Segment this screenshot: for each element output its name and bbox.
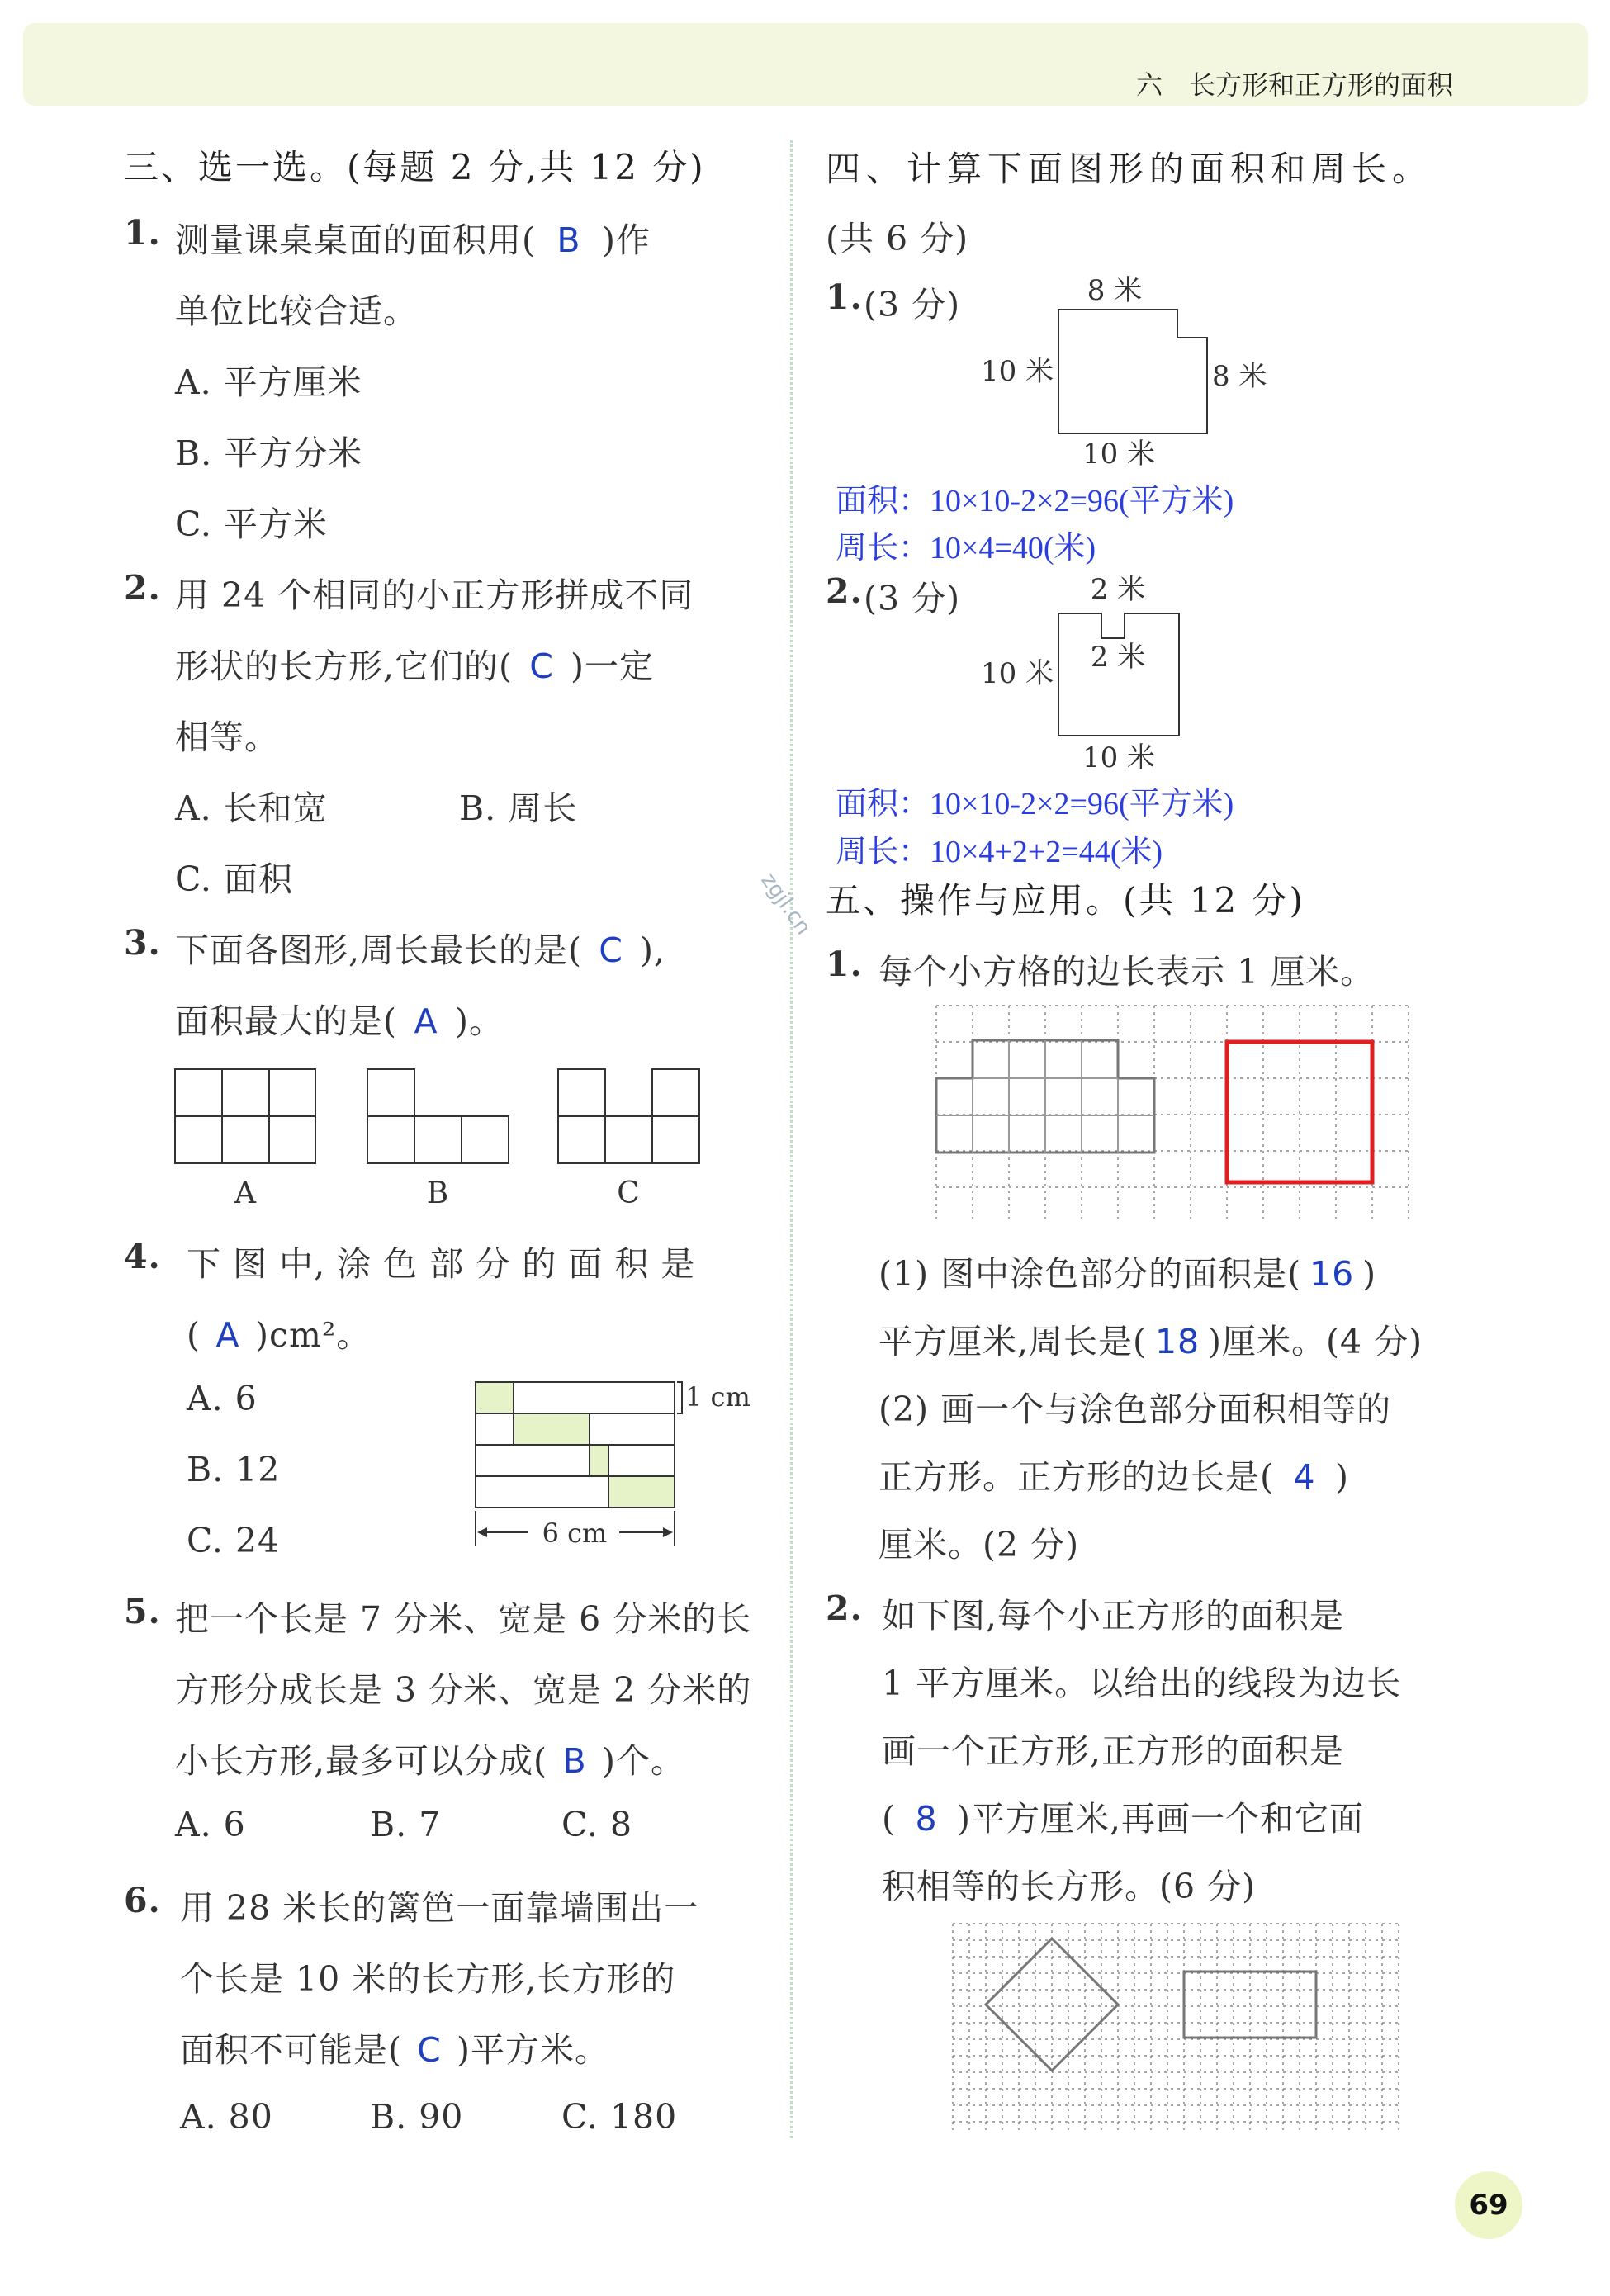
q5-option-b: B. 7 (370, 1805, 442, 1844)
q6-text-1: 用 28 米长的篱笆一面靠墙围出一 (180, 1888, 699, 1928)
s1-text: 每个小方格的边长表示 1 厘米。 (878, 952, 1376, 992)
p2-shape (1058, 613, 1179, 736)
q3-answer-2: A (414, 1001, 438, 1041)
q6-answer: C (417, 2030, 442, 2070)
s2-text-5: 积相等的长方形。(6 分) (882, 1867, 1257, 1906)
p1-bottom-label: 10 米 (1082, 438, 1156, 471)
shape-c-label: C (617, 1176, 640, 1210)
s2-number: 2. (826, 1588, 863, 1628)
q4-height-label: 1 cm (685, 1381, 751, 1413)
p2-perimeter-answer: 周长：10×4+2+2=44(米) (836, 835, 1163, 869)
q5-text-1: 把一个长是 7 分米、宽是 6 分米的长 (175, 1599, 752, 1639)
s1-sub2-line1: (2) 画一个与涂色部分面积相等的 (878, 1389, 1392, 1429)
s1-sub1-line2: 平方厘米,周长是( 18 )厘米。(4 分) (878, 1322, 1423, 1361)
p1-top-label: 8 米 (1087, 274, 1143, 307)
shape-a-label: A (234, 1176, 256, 1210)
q4-option-a: A. 6 (187, 1379, 258, 1418)
q3-text-1: 下面各图形,周长最长的是( C ), (175, 930, 666, 970)
q5-text-3: 小长方形,最多可以分成( B )个。 (175, 1741, 686, 1781)
q2-option-c: C. 面积 (175, 859, 293, 899)
q4-width-label: 6 cm (542, 1517, 608, 1549)
page-number: 69 (1455, 2171, 1522, 2239)
q6-option-b: B. 90 (370, 2097, 464, 2137)
watermark: zgjl.cn (755, 869, 817, 940)
p2-figure (966, 566, 1280, 776)
q4-option-b: B. 12 (187, 1450, 281, 1489)
q3-shapes-figure (165, 1061, 710, 1218)
q2-option-b: B. 周长 (459, 788, 578, 828)
q1-option-b: B. 平方分米 (175, 433, 363, 473)
section-4-title: 四、计算下面图形的面积和周长。 (826, 149, 1433, 189)
s1-sub2-line2: 正方形。正方形的边长是( 4 ) (878, 1457, 1349, 1497)
q4-number: 4. (124, 1237, 161, 1276)
s2-text-1: 如下图,每个小正方形的面积是 (882, 1596, 1345, 1636)
s1-side-answer: 4 (1293, 1457, 1316, 1497)
p2-points: (3 分) (864, 579, 961, 618)
q2-text-3: 相等。 (175, 717, 279, 757)
p1-left-label: 10 米 (981, 355, 1054, 388)
s1-sub1-line1: (1) 图中涂色部分的面积是( 16 ) (878, 1254, 1377, 1294)
s2-text-2: 1 平方厘米。以给出的线段为边长 (882, 1664, 1402, 1703)
q3-number: 3. (124, 923, 161, 963)
q5-text-2: 方形分成长是 3 分米、宽是 2 分米的 (175, 1670, 752, 1710)
p1-figure (966, 268, 1280, 471)
q1-option-a: A. 平方厘米 (175, 362, 362, 402)
q6-number: 6. (124, 1881, 161, 1920)
q1-text-2: 单位比较合适。 (175, 291, 418, 331)
q4-text-2: ( A )cm²。 (187, 1315, 372, 1355)
q1-option-c: C. 平方米 (175, 504, 328, 544)
section-4-points: (共 6 分) (826, 219, 969, 258)
q2-answer: C (529, 646, 554, 686)
s1-number: 1. (826, 944, 863, 984)
s2-answer: 8 (915, 1799, 938, 1839)
p2-inner-label: 2 米 (1090, 641, 1146, 674)
p1-area-answer: 面积：10×10-2×2=96(平方米) (836, 484, 1234, 518)
q1-text: 测量课桌桌面的面积用( B )作 (175, 220, 651, 260)
s1-sub2-line3: 厘米。(2 分) (878, 1525, 1080, 1565)
q6-option-a: A. 80 (180, 2097, 273, 2137)
q1-answer: B (556, 220, 581, 260)
q2-option-a: A. 长和宽 (175, 788, 328, 828)
q5-answer: B (562, 1741, 587, 1781)
shape-b-label: B (426, 1176, 449, 1210)
p2-top-label: 2 米 (1090, 573, 1146, 606)
p2-number: 2. (826, 571, 863, 611)
section-3-title: 三、选一选。(每题 2 分,共 12 分) (124, 147, 706, 187)
q6-text-2: 个长是 10 米的长方形,长方形的 (180, 1959, 676, 1999)
s2-text-4: ( 8 )平方厘米,再画一个和它面 (882, 1799, 1365, 1839)
q3-text-2: 面积最大的是( A )。 (175, 1001, 504, 1041)
q5-option-c: C. 8 (561, 1805, 633, 1844)
q1-number: 1. (124, 213, 161, 253)
q2-text-2: 形状的长方形,它们的( C )一定 (175, 646, 655, 686)
q6-option-c: C. 180 (561, 2097, 678, 2137)
q2-text-1: 用 24 个相同的小正方形拼成不同 (175, 575, 694, 615)
s2-text-3: 画一个正方形,正方形的面积是 (882, 1731, 1345, 1771)
s1-area-answer: 16 (1309, 1254, 1355, 1294)
q6-text-3: 面积不可能是( C )平方米。 (180, 2030, 609, 2070)
p1-shape (1058, 310, 1207, 433)
q4-option-c: C. 24 (187, 1521, 281, 1560)
q4-text-1: 下 图 中, 涂 色 部 分 的 面 积 是 (187, 1244, 696, 1284)
p2-bottom-label: 10 米 (1082, 741, 1156, 774)
q4-strip-figure (462, 1370, 768, 1560)
q5-number: 5. (124, 1592, 161, 1631)
q2-number: 2. (124, 568, 161, 608)
section-5-title: 五、操作与应用。(共 12 分) (826, 880, 1305, 921)
p1-points: (3 分) (864, 285, 961, 324)
s1-grid-figure (935, 1004, 1413, 1223)
chapter-title: 六 长方形和正方形的面积 (1135, 69, 1453, 101)
column-divider (790, 140, 793, 2138)
p1-perimeter-answer: 周长：10×4=40(米) (836, 531, 1096, 566)
s2-grid-figure (951, 1922, 1401, 2137)
p1-right-label: 8 米 (1212, 360, 1267, 393)
s1-perimeter-answer: 18 (1154, 1322, 1200, 1361)
q5-option-a: A. 6 (175, 1805, 246, 1844)
p1-number: 1. (826, 277, 863, 317)
q4-answer: A (215, 1315, 240, 1355)
p2-left-label: 10 米 (981, 657, 1054, 690)
q3-answer-1: C (599, 930, 623, 970)
p2-area-answer: 面积：10×10-2×2=96(平方米) (836, 787, 1234, 821)
